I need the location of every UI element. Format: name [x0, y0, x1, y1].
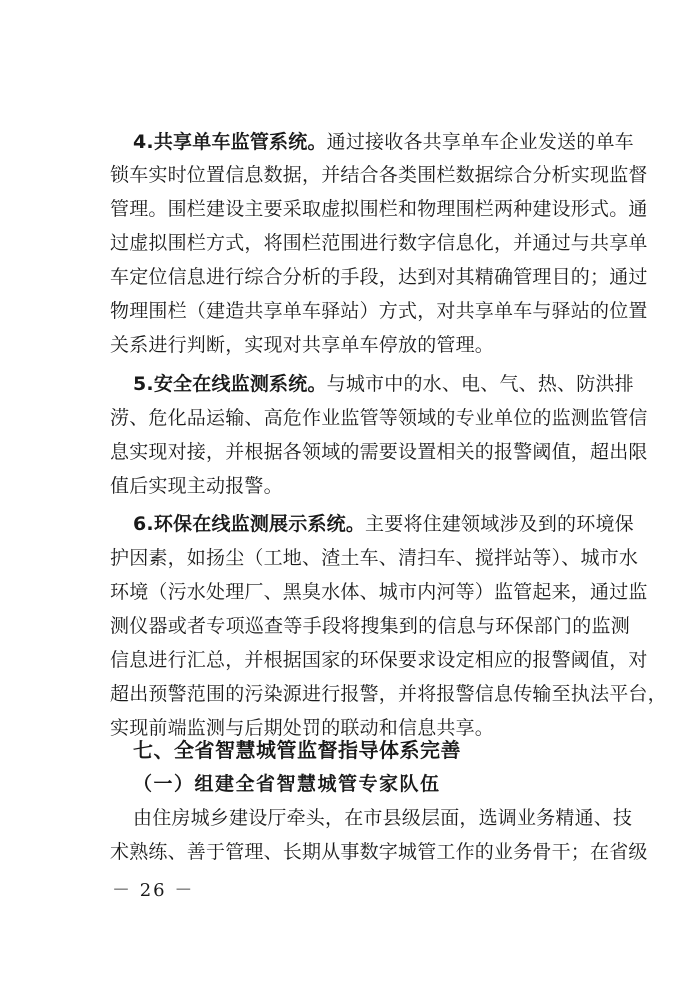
paragraph-line: 由住房城乡建设厅牵头，在市县级层面，选调业务精通、技 [133, 807, 633, 829]
paragraph-line: 关系进行判断，实现对共享单车停放的管理。 [110, 334, 495, 356]
section-5-title: 5.安全在线监测系统。 [133, 373, 327, 395]
paragraph-line: 测仪器或者专项巡查等手段将搜集到的信息与环保部门的监测 [110, 615, 630, 637]
paragraph-line: 息实现对接，并根据各领域的需要设置相关的报警阈值，超出限 [110, 441, 648, 463]
paragraph-line: 管理。围栏建设主要采取虚拟围栏和物理围栏两种建设形式。通 [110, 198, 648, 220]
paragraph-line: 锁车实时位置信息数据，并结合各类围栏数据综合分析实现监督 [110, 164, 648, 186]
paragraph-line: 实现前端监测与后期处罚的联动和信息共享。 [110, 717, 495, 739]
paragraph-line: 超出预警范围的污染源进行报警，并将报警信息传输至执法平台， [110, 683, 667, 705]
section-6-text: 主要将住建领域涉及到的环境保 [365, 513, 634, 535]
section-4-text: 通过接收各共享单车企业发送的单车 [326, 131, 634, 153]
paragraph-line: 护因素，如扬尘（工地、渣土车、清扫车、搅拌站等）、城市水 [110, 547, 639, 569]
paragraph-line: 信息进行汇总，并根据国家的环保要求设定相应的报警阈值，对 [110, 649, 648, 671]
paragraph-line: 过虚拟围栏方式，将围栏范围进行数字信息化，并通过与共享单 [110, 232, 648, 254]
paragraph-line [133, 130, 634, 154]
section-6-title: 6.环保在线监测展示系统。 [133, 513, 366, 535]
paragraph-line [133, 512, 634, 536]
paragraph-line: 涝、危化品运输、高危作业监管等领域的专业单位的监测监管信 [110, 407, 648, 429]
chapter-heading: 七、全省智慧城管监督指导体系完善 [133, 738, 461, 762]
paragraph-line: 车定位信息进行综合分析的手段，达到对其精确管理目的；通过 [110, 266, 648, 288]
paragraph-line [133, 372, 634, 396]
paragraph-line: 值后实现主动报警。 [110, 475, 283, 497]
section-5-text: 与城市中的水、电、气、热、防洪排 [326, 373, 634, 395]
page-number: － 26 － [112, 880, 195, 901]
section-subheading: （一）组建全省智慧城管专家队伍 [133, 773, 441, 795]
section-4-title: 4.共享单车监管系统。 [133, 131, 327, 153]
paragraph-line: 环境（污水处理厂、黑臭水体、城市内河等）监管起来，通过监 [110, 581, 648, 603]
paragraph-line: 术熟练、善于管理、长期从事数字城管工作的业务骨干；在省级 [110, 841, 648, 863]
paragraph-line: 物理围栏（建造共享单车驿站）方式，对共享单车与驿站的位置 [110, 300, 648, 322]
